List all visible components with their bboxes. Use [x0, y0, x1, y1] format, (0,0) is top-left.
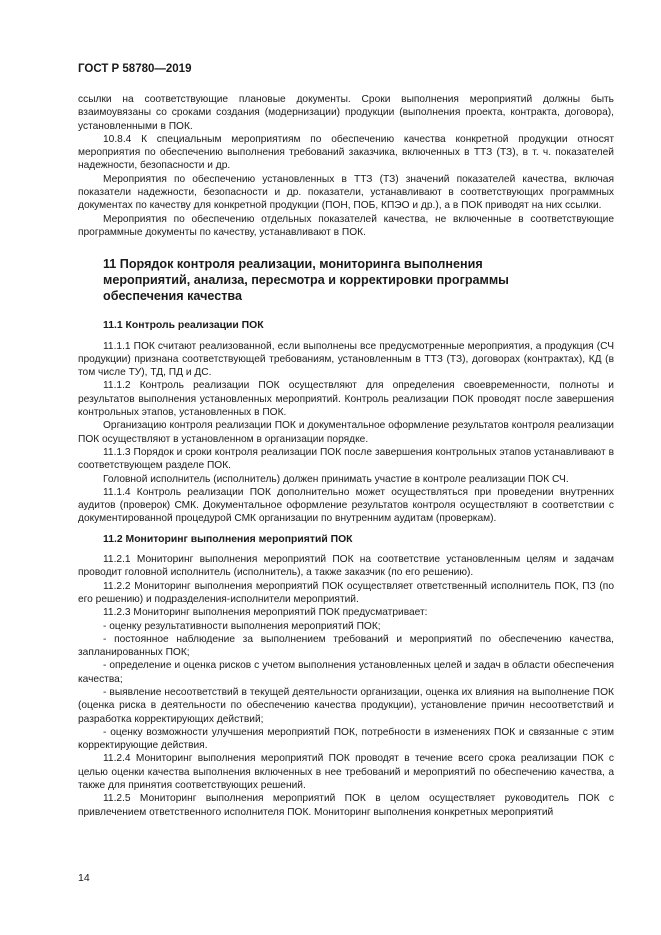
page-body	[78, 93, 614, 819]
paragraph: 11.2.1 Мониторинг выполнения мероприятий ПОК на соответствие установленным целям и задачам проводит головной исполнитель (исполнитель), а также заказчик (по его решению).	[78, 554, 614, 579]
list-item: - определение и оценка рисков с учетом выполнения установленных целей и задач в области обеспечения качества;	[78, 660, 614, 685]
paragraph: ссылки на соответствующие плановые документы. Сроки выполнения мероприятий должны быть взаимоувязаны со сроками создания (модернизации) продукции (выполнения проекта, контракта, договора), установленными в ПОК.	[78, 94, 614, 132]
paragraph: 11.1.3 Порядок и сроки контроля реализации ПОК после завершения контрольных этапов устанавливают в соответствующем разделе ПОК.	[78, 446, 614, 472]
paragraph: 11.1.4 Контроль реализации ПОК дополнительно может осуществляться при проведении внутренних аудитов (проверок) СМК. Документальное оформление результатов контроля осуществляют в соответствии с документированной процедурой СМК организации по внутренним аудитам (проверкам).	[78, 486, 614, 525]
list-item: - оценку результативности выполнения мероприятий ПОК;	[103, 620, 381, 632]
paragraph: Организацию контроля реализации ПОК и документальное оформление результатов контроля реализации ПОК осуществляют в установленном в организации порядке.	[78, 420, 614, 445]
document-header: ГОСТ Р 58780—2019	[78, 63, 192, 75]
paragraph: Мероприятия по обеспечению установленных в ТТЗ (ТЗ) значений показателей качества, включая показатели надежности, безопасности и др. показатели, устанавливают в соответствующих программных документах по качеству для конкретной продукции (ПОН, ПОБ, КПЭО и др.), а в ПОК приводят на них ссылки.	[78, 173, 614, 212]
list-item: - оценку возможности улучшения мероприятий ПОК, потребности в изменениях ПОК и связанные с этим корректирующие действия.	[78, 726, 614, 752]
paragraph: 11.2.5 Мониторинг выполнения мероприятий ПОК в целом осуществляет руководитель ПОК с привлечением ответственного исполнителя ПОК. Мониторинг выполнения конкретных мероприятий	[78, 793, 614, 818]
section-heading: 11 Порядок контроля реализации, мониторинга выполнения мероприятий, анализа, пересмотра и корректировки программы обеспечения качества	[103, 257, 509, 304]
paragraph: 10.8.4 К специальным мероприятиям по обеспечению качества конкретной продукции относят мероприятия по обеспечению выполнения требований заказчика, включенных в ТТЗ (ТЗ), в т. ч. показателей надежности, безопасности и др.	[78, 133, 614, 172]
paragraph: Мероприятия по обеспечению отдельных показателей качества, не включенные в соответствующие программные документы по качеству, устанавливают в ПОК.	[78, 213, 614, 238]
subsection-heading: 11.1 Контроль реализации ПОК	[103, 320, 264, 332]
list-item: - выявление несоответствий в текущей деятельности организации, оценка их влияния на выполнение ПОК (оценка риска в деятельности по обеспечению качества продукции), установление причин несоответствий и разработка корректирующих действий;	[78, 686, 614, 725]
paragraph: Головной исполнитель (исполнитель) должен принимать участие в контроле реализации ПОК СЧ.	[103, 473, 569, 485]
subsection-heading: 11.2 Мониторинг выполнения мероприятий ПОК	[103, 533, 353, 545]
paragraph: 11.2.3 Мониторинг выполнения мероприятий ПОК предусматривает:	[103, 607, 428, 619]
paragraph: 11.2.4 Мониторинг выполнения мероприятий ПОК проводят в течение всего срока реализации ПОК с целью оценки качества выполнения включенных в нее требований и мероприятий по обеспечению качества, а также для принятия соответствующих решений.	[78, 753, 614, 792]
list-item: - постоянное наблюдение за выполнением требований и мероприятий по обеспечению качества, запланированных ПОК;	[78, 633, 614, 659]
paragraph: 11.2.2 Мониторинг выполнения мероприятий ПОК осуществляет ответственный исполнитель ПОК, ПЗ (по его решению) и подразделения-исполнители мероприятий.	[78, 580, 614, 605]
paragraph: 11.1.1 ПОК считают реализованной, если выполнены все предусмотренные мероприятия, а продукция (СЧ продукции) признана соответствующей требованиям, установленным в ТТЗ (ТЗ), договорах (контрактах), КД (в том числе ТУ), ТД, ПД и ДС.	[78, 340, 614, 379]
page-number: 14	[78, 872, 90, 884]
paragraph: 11.1.2 Контроль реализации ПОК осуществляют для определения своевременности, полноты и результатов выполнения установленных мероприятий. Контроль реализации ПОК проводят после завершения контрольных этапов, установленных в ПОК.	[78, 380, 614, 419]
